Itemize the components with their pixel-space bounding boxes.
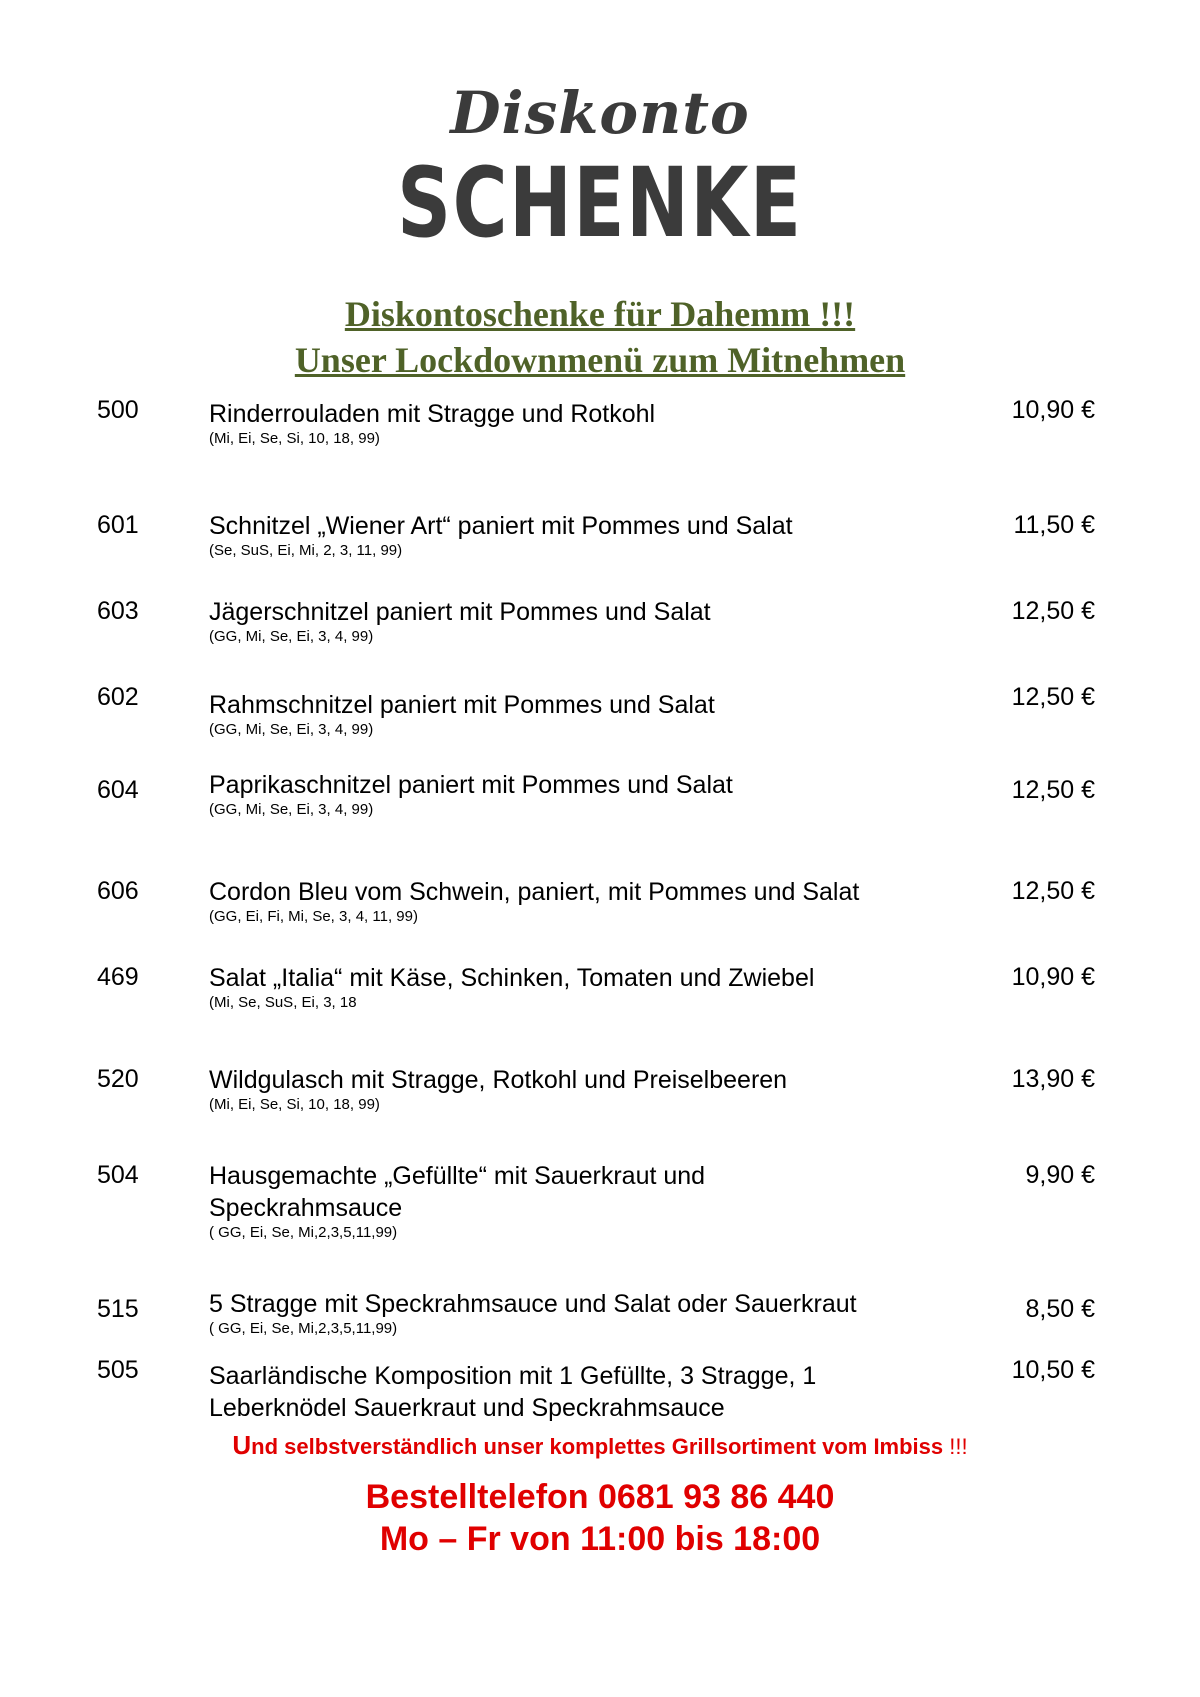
item-allergens: (GG, Ei, Fi, Mi, Se, 3, 4, 11, 99)	[209, 908, 418, 925]
item-name: Hausgemachte „Gefüllte“ mit Sauerkraut und Speckrahmsauce	[209, 1162, 706, 1222]
item-name: Wildgulasch mit Stragge, Rotkohl und Preiselbeeren	[209, 1066, 788, 1094]
item-allergens: (GG, Mi, Se, Ei, 3, 4, 99)	[209, 628, 374, 645]
item-allergens: (GG, Mi, Se, Ei, 3, 4, 99)	[209, 801, 374, 818]
item-price: 10,90 €	[1011, 396, 1095, 424]
item-price: 12,50 €	[1011, 776, 1095, 804]
item-name-block	[209, 962, 969, 1012]
item-price: 13,90 €	[1011, 1065, 1095, 1093]
item-number: 603	[97, 597, 139, 625]
order-phone: Bestelltelefon 0681 93 86 440	[365, 1478, 835, 1516]
logo-script-text: Diskonto	[450, 79, 750, 147]
item-name-block	[209, 1160, 809, 1242]
grill-note-tail: !!!	[943, 1434, 968, 1459]
item-allergens: (Se, SuS, Ei, Mi, 2, 3, 11, 99)	[209, 542, 403, 559]
headline-line2: Unser Lockdownmenü zum Mitnehmen	[294, 340, 906, 380]
item-allergens: ( GG, Ei, Se, Mi,2,3,5,11,99)	[209, 1320, 398, 1337]
headline-line1: Diskontoschenke für Dahemm !!!	[344, 294, 856, 334]
item-name: Cordon Bleu vom Schwein, paniert, mit Pommes und Salat	[209, 878, 860, 906]
item-price: 12,50 €	[1011, 877, 1095, 905]
item-name: Rahmschnitzel paniert mit Pommes und Salat	[209, 691, 715, 719]
item-name-block	[209, 1288, 969, 1338]
item-allergens: (Mi, Se, SuS, Ei, 3, 18	[209, 994, 357, 1011]
item-name: Rinderrouladen mit Stragge und Rotkohl	[209, 400, 656, 428]
item-number: 504	[97, 1161, 139, 1189]
item-name-block	[209, 1064, 969, 1114]
item-price: 10,50 €	[1011, 1356, 1095, 1384]
grill-note-first-letter: U	[232, 1430, 252, 1460]
item-price: 12,50 €	[1011, 597, 1095, 625]
item-number: 604	[97, 776, 139, 804]
item-number: 469	[97, 963, 139, 991]
item-number: 500	[97, 396, 139, 424]
logo	[0, 78, 1200, 258]
item-number: 606	[97, 877, 139, 905]
item-name: Jägerschnitzel paniert mit Pommes und Salat	[209, 598, 711, 626]
item-name-block	[209, 596, 969, 646]
item-name-block	[209, 398, 969, 448]
item-name-block	[209, 769, 969, 819]
item-number: 601	[97, 511, 139, 539]
item-name: 5 Stragge mit Speckrahmsauce und Salat oder Sauerkraut	[209, 1290, 857, 1318]
item-price: 9,90 €	[1025, 1161, 1095, 1189]
item-name: Schnitzel „Wiener Art“ paniert mit Pommes und Salat	[209, 512, 793, 540]
item-number: 505	[97, 1356, 139, 1384]
grill-note-text: nd selbstverständlich unser komplettes Grillsortiment vom Imbiss	[251, 1434, 944, 1459]
item-name: Paprikaschnitzel paniert mit Pommes und Salat	[209, 771, 733, 799]
item-number: 602	[97, 683, 139, 711]
item-price: 12,50 €	[1011, 683, 1095, 711]
item-name-block	[209, 689, 969, 739]
item-name: Saarländische Komposition mit 1 Gefüllte, 3 Stragge, 1 Leberknödel Sauerkraut und Speckrahmsauce	[209, 1362, 817, 1422]
item-price: 8,50 €	[1025, 1295, 1095, 1323]
item-number: 515	[97, 1295, 139, 1323]
item-allergens: (GG, Mi, Se, Ei, 3, 4, 99)	[209, 721, 374, 738]
item-allergens: ( GG, Ei, Se, Mi,2,3,5,11,99)	[209, 1224, 398, 1241]
grill-note	[0, 1430, 1200, 1461]
item-price: 10,90 €	[1011, 963, 1095, 991]
item-name-block	[209, 1360, 929, 1424]
logo-block-text: SCHENKE	[397, 147, 803, 259]
item-number: 520	[97, 1065, 139, 1093]
item-allergens: (Mi, Ei, Se, Si, 10, 18, 99)	[209, 430, 380, 447]
item-name: Salat „Italia“ mit Käse, Schinken, Tomaten und Zwiebel	[209, 964, 815, 992]
order-hours: Mo – Fr von 11:00 bis 18:00	[379, 1520, 821, 1558]
item-price: 11,50 €	[1013, 511, 1095, 539]
item-name-block	[209, 510, 969, 560]
item-allergens: (Mi, Ei, Se, Si, 10, 18, 99)	[209, 1096, 380, 1113]
item-name-block	[209, 876, 969, 926]
